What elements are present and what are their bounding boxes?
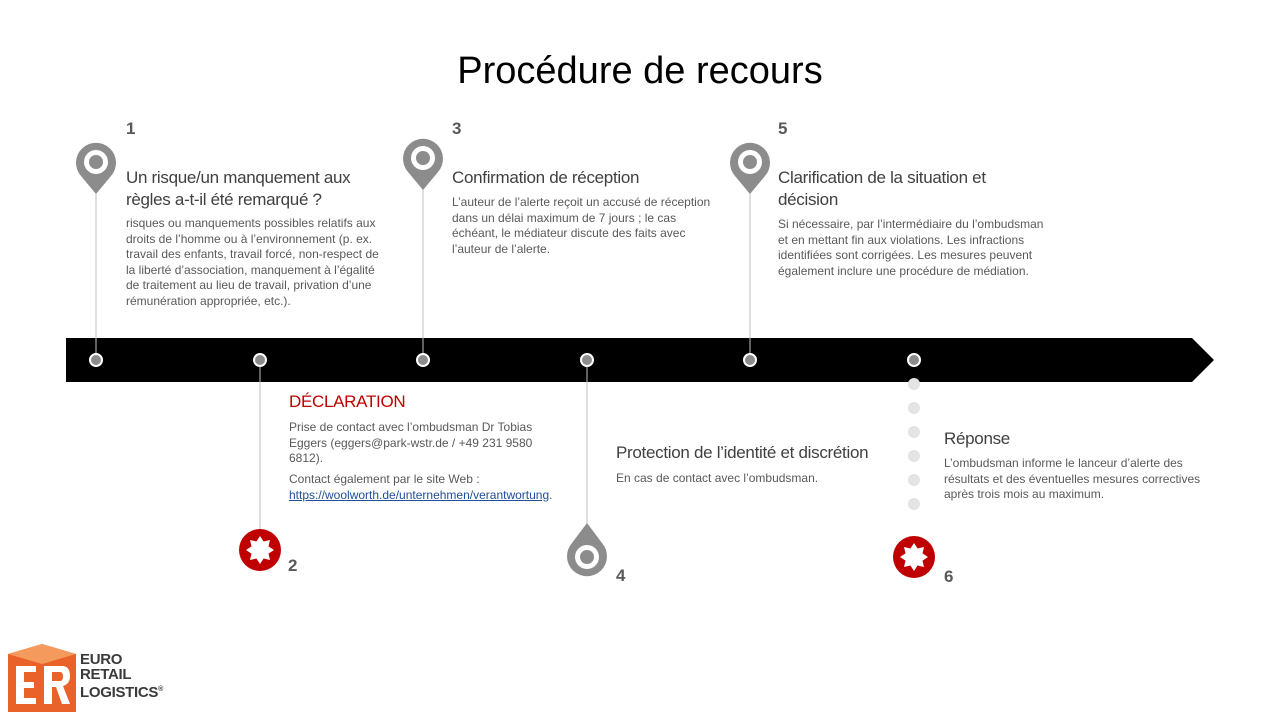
logo-line-3: LOGISTICS [80,684,159,701]
step-2-website-link[interactable]: https://woolworth.de/unternehmen/verantwortung [289,487,550,502]
step-5-text: Si nécessaire, par l’intermédiaire du l’ombudsman et en mettant fin aux violations. Les infractions identifiées sont corrigées. Les mesures peuvent également inclure une procédure de médiation. [778,217,1044,278]
step-2-text: Prise de contact avec l’ombudsman Dr Tobias Eggers (eggers@park-wstr.de / +49 231 9580 6812). [289,420,533,465]
map-pin-icon [730,143,770,194]
connector-dots-6 [908,378,920,510]
timeline-arrow [66,338,1214,382]
step-3-text: L’auteur de l’alerte reçoit un accusé de réception dans un délai maximum de 7 jours ; le cas échéant, le médiateur discute des faits avec l’auteur de l’alerte. [452,195,711,256]
step-2-link-suffix: . [549,487,553,502]
step-6-heading: Réponse [944,429,1010,448]
page-title: Procédure de recours [457,50,823,92]
alert-burst-icon [893,536,935,578]
step-6-number: 6 [944,567,954,586]
step-4-text: En cas de contact avec l’ombudsman. [616,471,819,485]
step-5-heading: Clarification de la situation et décision [778,168,986,209]
step-2-number: 2 [288,556,298,575]
map-pin-icon [76,143,116,194]
map-pin-icon [403,139,443,190]
logo-line-2: RETAIL [80,666,132,683]
timeline-dot-2 [254,354,266,366]
step-2-heading: DÉCLARATION [289,392,406,411]
step-4-number: 4 [616,566,626,585]
step-1-heading: Un risque/un manquement aux règles a-t-il été remarqué ? [126,168,351,209]
logo-registered-mark: ® [158,686,163,693]
timeline-dot-3 [417,354,429,366]
step-3-number: 3 [452,119,462,138]
alert-burst-icon [239,529,281,571]
step-4-heading: Protection de l’identité et discrétion [616,443,869,462]
step-2-contact-label: Contact également par le site Web : [289,472,480,486]
timeline-dot-5 [744,354,756,366]
logo-line-1: EURO [80,651,123,668]
company-logo-mark [8,644,76,712]
timeline-dot-4 [581,354,593,366]
step-3-heading: Confirmation de réception [452,168,640,187]
timeline-dot-6 [908,354,920,366]
step-1-number: 1 [126,119,136,138]
step-1-text: risques ou manquements possibles relatifs aux droits de l’homme ou à l’environnement (p. ex. travail des enfants, travail forcé, non-respect de la liberté d’association, manquement à l’égalité de traitement au lieu de travail, privation d’une rémunération appropriée, etc.). [126,216,379,308]
step-5-number: 5 [778,119,788,138]
step-2-contact [289,472,559,503]
company-logo-text [80,652,163,700]
map-pin-icon [567,523,607,576]
timeline-dot-1 [90,354,102,366]
step-6-text: L’ombudsman informe le lanceur d’alerte des résultats et des éventuelles mesures correctives après trois mois au maximum. [944,456,1201,501]
